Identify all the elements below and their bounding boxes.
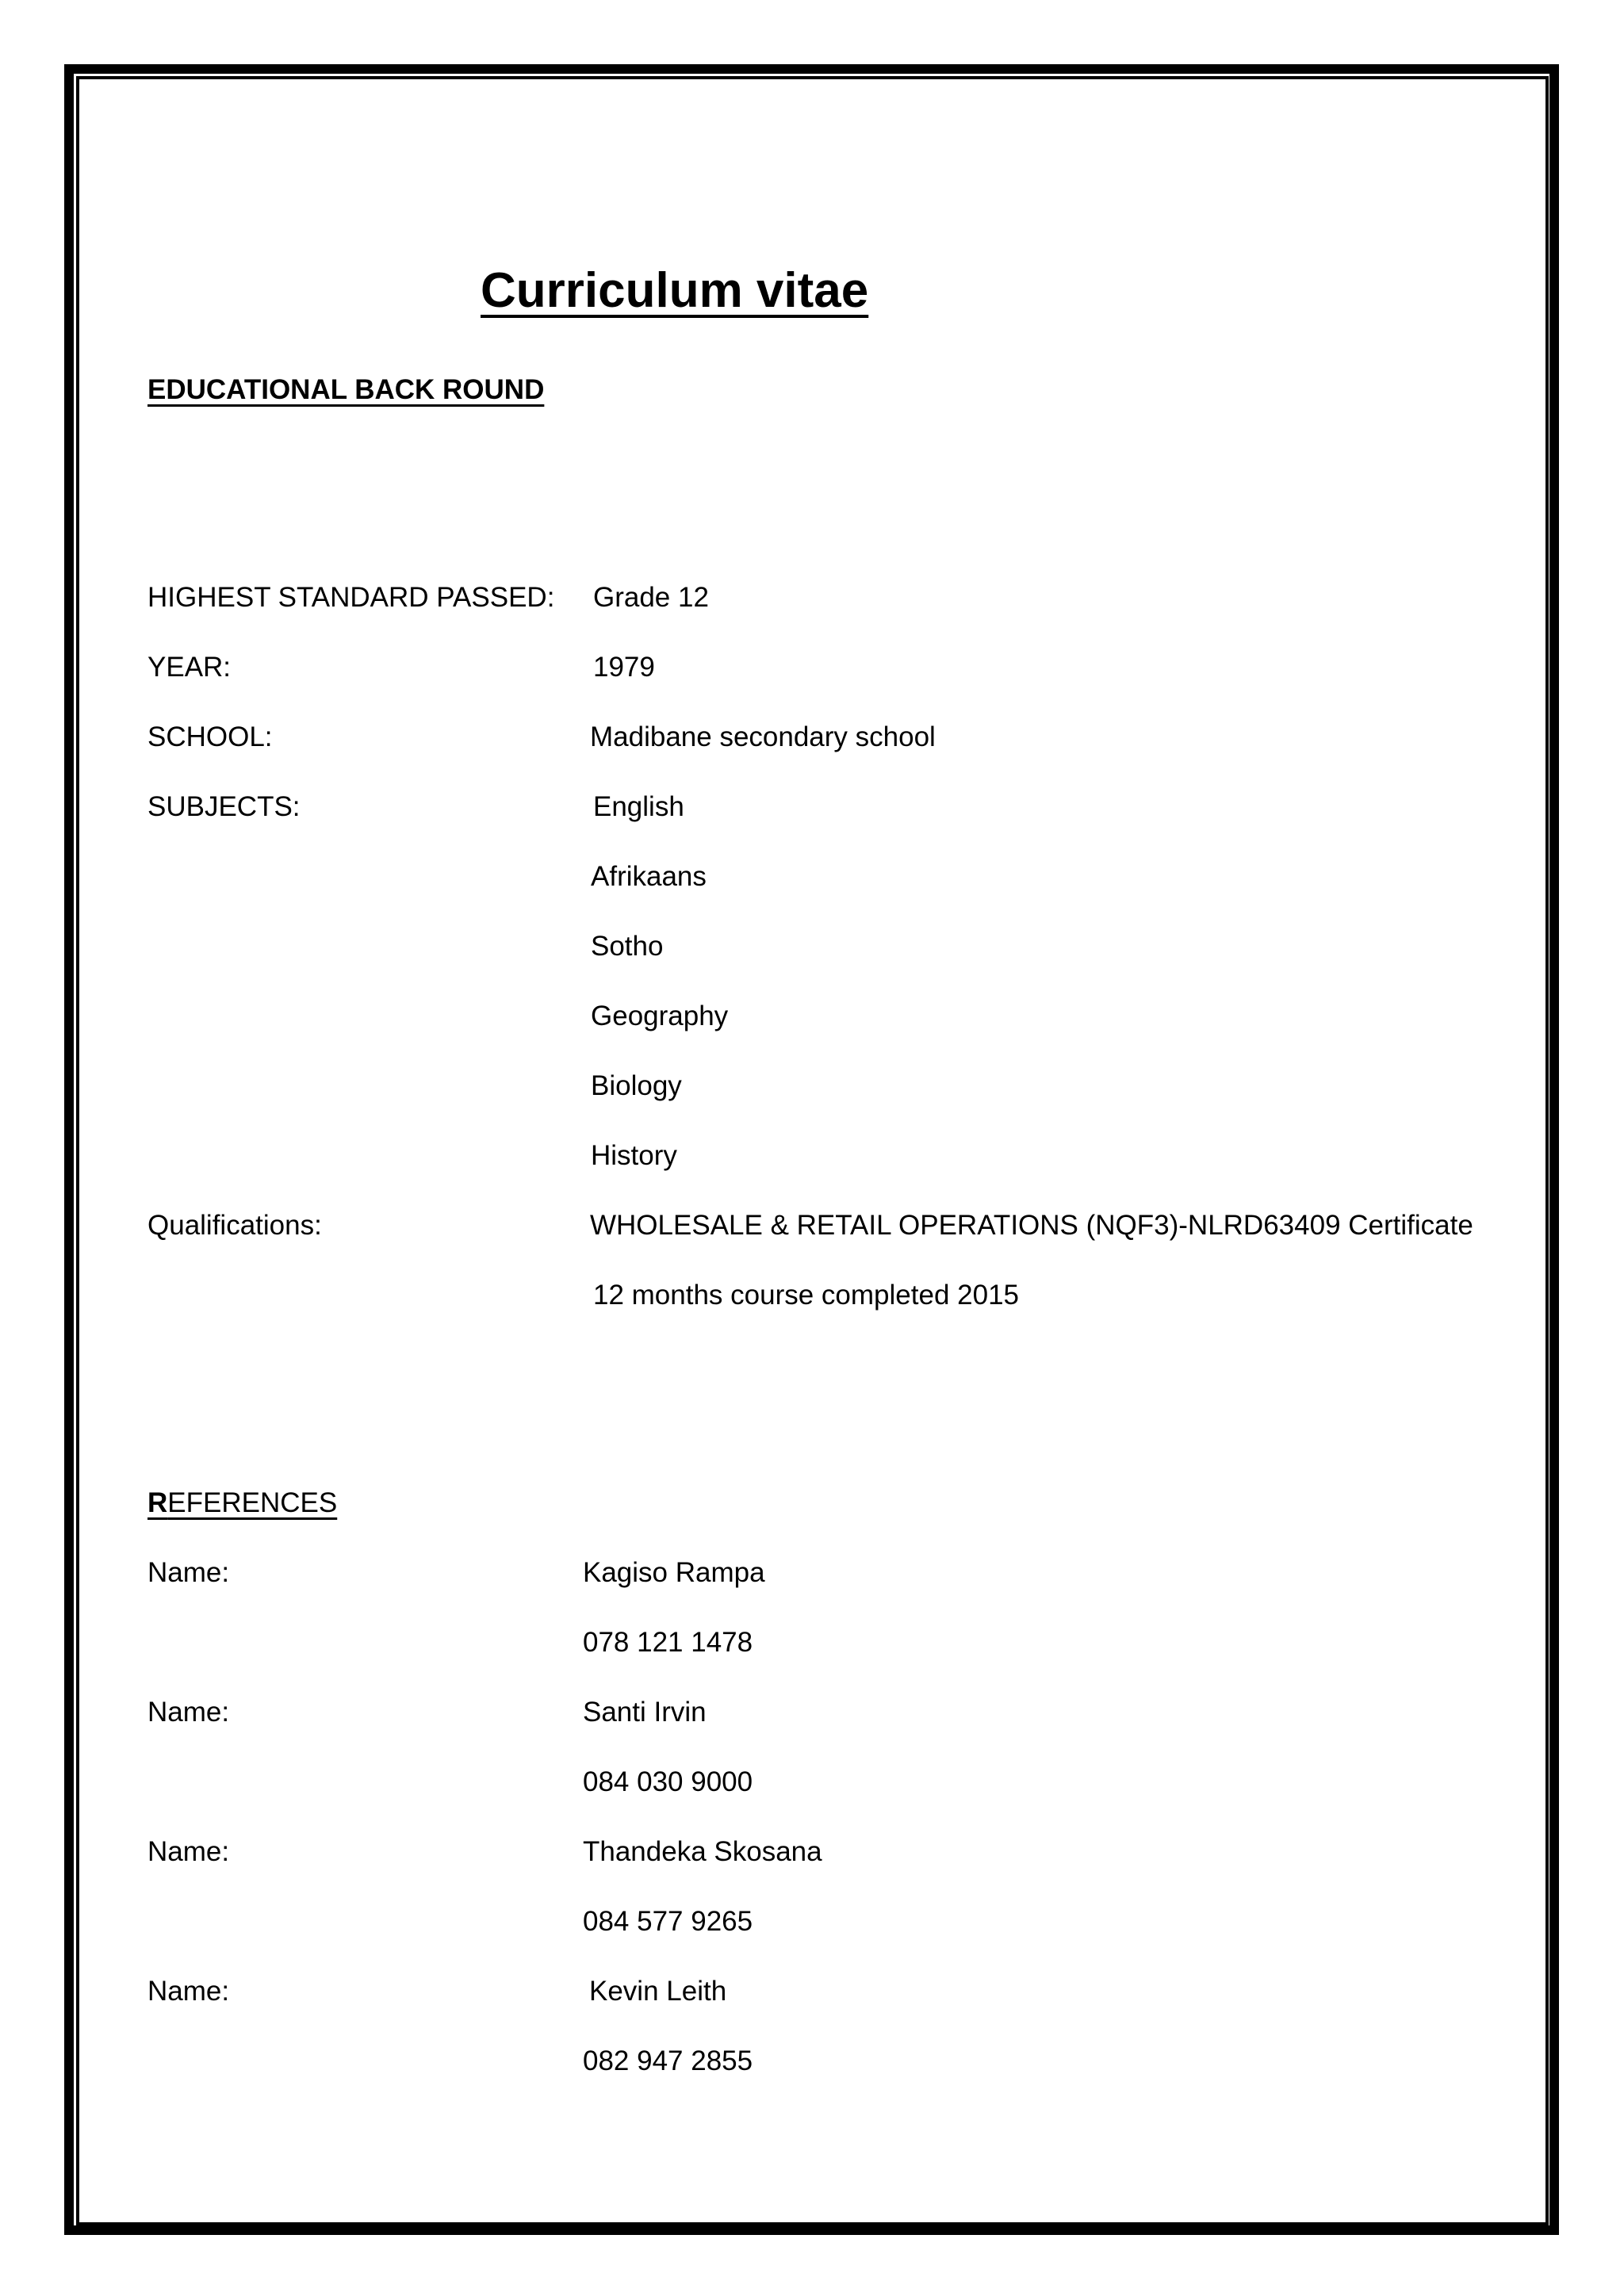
references-heading-rest: EFERENCES [167, 1487, 338, 1518]
reference-phone: 078 121 1478 [583, 1627, 753, 1658]
subject-item: English [593, 791, 684, 822]
qualification-line: 12 months course completed 2015 [593, 1280, 1019, 1311]
school-value: Madibane secondary school [590, 721, 936, 752]
subject-item: Biology [591, 1070, 682, 1101]
qualifications-label: Qualifications: [147, 1210, 322, 1241]
reference-name: Kagiso Rampa [583, 1557, 765, 1588]
reference-phone: 084 030 9000 [583, 1766, 753, 1797]
subject-item: Sotho [591, 931, 664, 962]
reference-name: Thandeka Skosana [583, 1836, 822, 1867]
qualification-line: WHOLESALE & RETAIL OPERATIONS (NQF3)-NLRD63409 Certificate [590, 1210, 1473, 1241]
year-label: YEAR: [147, 652, 232, 683]
subjects-label: SUBJECTS: [147, 791, 301, 822]
highest-standard-label: HIGHEST STANDARD PASSED: [147, 582, 555, 613]
references-heading-initial: R [147, 1487, 168, 1518]
reference-label: Name: [147, 1697, 230, 1728]
reference-name: Santi Irvin [583, 1697, 707, 1728]
highest-standard-value: Grade 12 [593, 582, 709, 613]
reference-label: Name: [147, 1557, 230, 1588]
reference-phone: 082 947 2855 [583, 2045, 753, 2076]
reference-label: Name: [147, 1836, 230, 1867]
school-label: SCHOOL: [147, 721, 273, 752]
education-heading: EDUCATIONAL BACK ROUND [147, 374, 545, 405]
reference-phone: 084 577 9265 [583, 1906, 753, 1937]
document-title: Curriculum vitae [481, 263, 869, 318]
reference-label: Name: [147, 1976, 230, 2007]
subject-item: Geography [591, 1001, 729, 1031]
subject-item: History [591, 1140, 677, 1171]
reference-name: Kevin Leith [589, 1976, 727, 2007]
subject-item: Afrikaans [591, 861, 707, 892]
references-heading [147, 1489, 337, 1517]
year-value: 1979 [593, 652, 655, 683]
